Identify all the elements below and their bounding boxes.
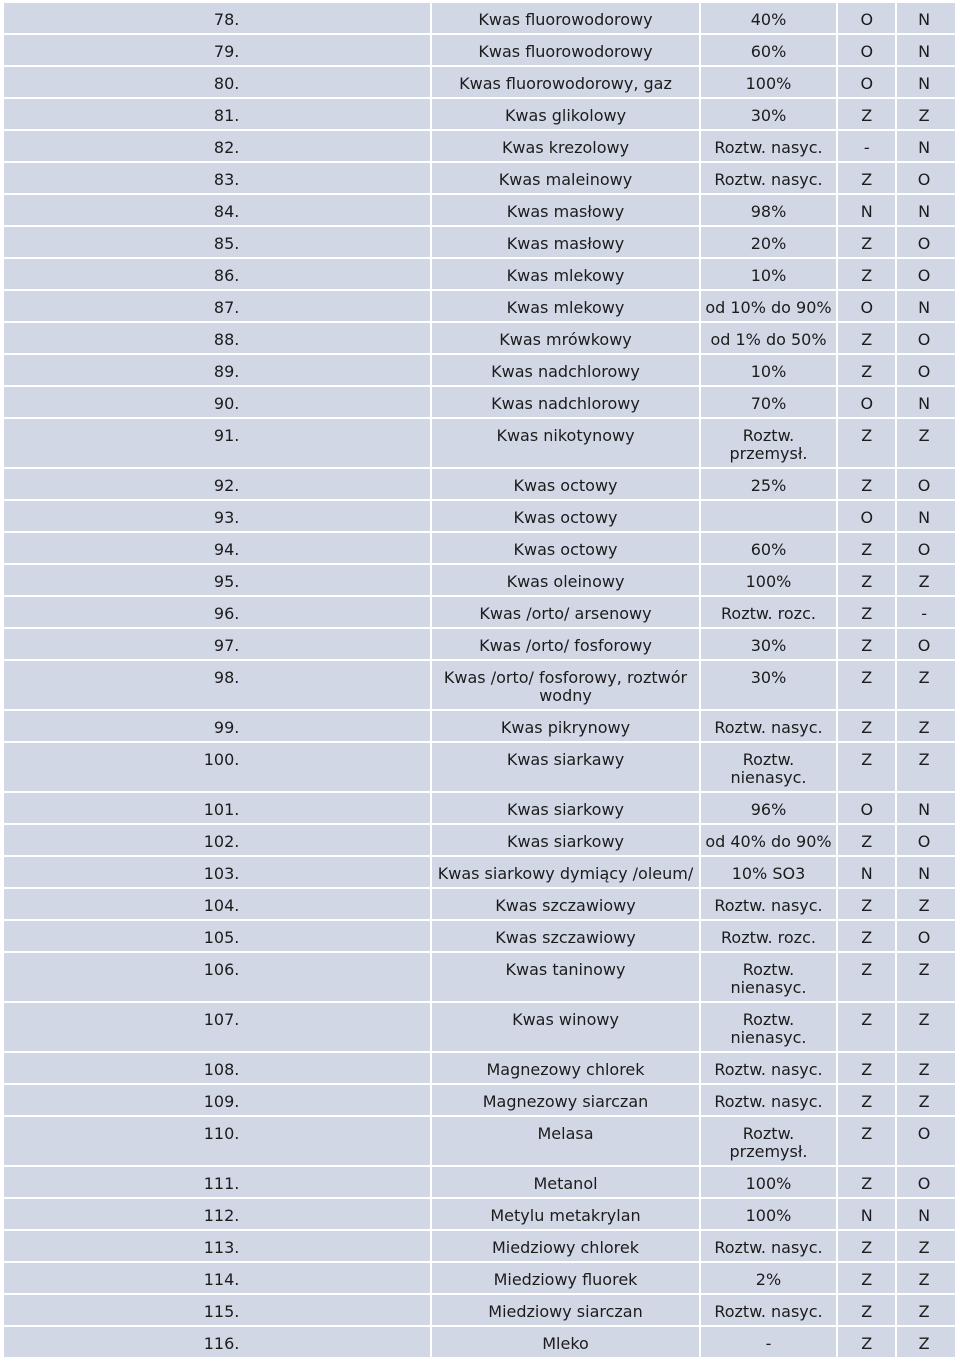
substance-name: Kwas maleinowy <box>432 163 698 193</box>
substance-name: Kwas mrówkowy <box>432 323 698 353</box>
row-number: 78. <box>4 3 430 33</box>
resistance-1: Z <box>838 743 895 791</box>
row-number: 104. <box>4 889 430 919</box>
resistance-2: Z <box>897 1085 955 1115</box>
resistance-2: N <box>897 291 955 321</box>
resistance-2: N <box>897 35 955 65</box>
resistance-1: Z <box>838 469 895 499</box>
resistance-1: Z <box>838 889 895 919</box>
resistance-1: Z <box>838 323 895 353</box>
concentration: 70% <box>701 387 837 417</box>
substance-name: Kwas siarkawy <box>432 743 698 791</box>
concentration: 25% <box>701 469 837 499</box>
substance-name: Miedziowy chlorek <box>432 1231 698 1261</box>
substance-name: Kwas octowy <box>432 533 698 563</box>
resistance-2: O <box>897 227 955 257</box>
row-number: 102. <box>4 825 430 855</box>
row-number: 98. <box>4 661 430 709</box>
substance-name: Kwas nadchlorowy <box>432 387 698 417</box>
concentration: Roztw. nasyc. <box>701 1295 837 1325</box>
resistance-1: Z <box>838 355 895 385</box>
resistance-1: - <box>838 131 895 161</box>
resistance-1: Z <box>838 921 895 951</box>
table-row <box>4 291 955 321</box>
resistance-table <box>4 3 955 1359</box>
resistance-1: O <box>838 67 895 97</box>
substance-name: Kwas siarkowy <box>432 825 698 855</box>
substance-name: Kwas octowy <box>432 501 698 531</box>
substance-name: Kwas masłowy <box>432 195 698 225</box>
resistance-2: N <box>897 195 955 225</box>
substance-name: Kwas pikrynowy <box>432 711 698 741</box>
resistance-1: O <box>838 3 895 33</box>
concentration: 20% <box>701 227 837 257</box>
resistance-2: O <box>897 355 955 385</box>
substance-name: Kwas /orto/ fosforowy <box>432 629 698 659</box>
table-row <box>4 629 955 659</box>
table-row <box>4 921 955 951</box>
resistance-1: Z <box>838 1295 895 1325</box>
resistance-2: N <box>897 67 955 97</box>
substance-name: Kwas nadchlorowy <box>432 355 698 385</box>
resistance-2: O <box>897 629 955 659</box>
row-number: 114. <box>4 1263 430 1293</box>
table-row <box>4 1263 955 1293</box>
row-number: 83. <box>4 163 430 193</box>
row-number: 86. <box>4 259 430 289</box>
concentration: Roztw. nienasyc. <box>701 953 837 1001</box>
resistance-2: O <box>897 825 955 855</box>
resistance-2: O <box>897 1167 955 1197</box>
row-number: 111. <box>4 1167 430 1197</box>
concentration: Roztw. nasyc. <box>701 1053 837 1083</box>
resistance-2: O <box>897 163 955 193</box>
resistance-1: Z <box>838 597 895 627</box>
concentration: od 10% do 90% <box>701 291 837 321</box>
substance-name: Melasa <box>432 1117 698 1165</box>
row-number: 94. <box>4 533 430 563</box>
table-row <box>4 711 955 741</box>
concentration: 10% <box>701 259 837 289</box>
concentration: 10% <box>701 355 837 385</box>
table-row <box>4 1117 955 1165</box>
concentration: Roztw. nienasyc. <box>701 743 837 791</box>
table-row <box>4 1231 955 1261</box>
row-number: 89. <box>4 355 430 385</box>
substance-name: Magnezowy chlorek <box>432 1053 698 1083</box>
substance-name: Kwas fluorowodorowy, gaz <box>432 67 698 97</box>
resistance-2: Z <box>897 1003 955 1051</box>
resistance-1: Z <box>838 565 895 595</box>
table-row <box>4 1327 955 1357</box>
row-number: 113. <box>4 1231 430 1261</box>
concentration: Roztw. nasyc. <box>701 711 837 741</box>
resistance-1: Z <box>838 1117 895 1165</box>
resistance-2: Z <box>897 953 955 1001</box>
resistance-2: Z <box>897 565 955 595</box>
substance-name: Kwas mlekowy <box>432 291 698 321</box>
resistance-2: Z <box>897 1295 955 1325</box>
concentration: 100% <box>701 67 837 97</box>
resistance-1: O <box>838 35 895 65</box>
substance-name: Kwas winowy <box>432 1003 698 1051</box>
table-row <box>4 793 955 823</box>
resistance-2: Z <box>897 1231 955 1261</box>
row-number: 107. <box>4 1003 430 1051</box>
concentration: 100% <box>701 1167 837 1197</box>
resistance-1: Z <box>838 711 895 741</box>
table-row <box>4 533 955 563</box>
concentration: Roztw. nasyc. <box>701 131 837 161</box>
row-number: 109. <box>4 1085 430 1115</box>
row-number: 97. <box>4 629 430 659</box>
table-row <box>4 469 955 499</box>
resistance-1: Z <box>838 825 895 855</box>
table-row <box>4 1167 955 1197</box>
resistance-1: Z <box>838 1167 895 1197</box>
resistance-1: Z <box>838 163 895 193</box>
row-number: 87. <box>4 291 430 321</box>
resistance-1: N <box>838 195 895 225</box>
resistance-2: Z <box>897 99 955 129</box>
concentration: 40% <box>701 3 837 33</box>
resistance-2: O <box>897 323 955 353</box>
resistance-1: Z <box>838 1085 895 1115</box>
row-number: 110. <box>4 1117 430 1165</box>
table-row <box>4 857 955 887</box>
row-number: 108. <box>4 1053 430 1083</box>
concentration: 96% <box>701 793 837 823</box>
substance-name: Kwas octowy <box>432 469 698 499</box>
resistance-1: O <box>838 387 895 417</box>
row-number: 116. <box>4 1327 430 1357</box>
row-number: 96. <box>4 597 430 627</box>
row-number: 95. <box>4 565 430 595</box>
substance-name: Kwas /orto/ arsenowy <box>432 597 698 627</box>
row-number: 103. <box>4 857 430 887</box>
table-row <box>4 227 955 257</box>
table-row <box>4 743 955 791</box>
resistance-1: N <box>838 1199 895 1229</box>
resistance-1: Z <box>838 99 895 129</box>
resistance-1: Z <box>838 227 895 257</box>
resistance-2: N <box>897 3 955 33</box>
resistance-2: Z <box>897 889 955 919</box>
row-number: 92. <box>4 469 430 499</box>
substance-name: Kwas szczawiowy <box>432 889 698 919</box>
row-number: 106. <box>4 953 430 1001</box>
row-number: 93. <box>4 501 430 531</box>
resistance-1: Z <box>838 953 895 1001</box>
resistance-1: Z <box>838 1053 895 1083</box>
table-row <box>4 1085 955 1115</box>
resistance-2: N <box>897 1199 955 1229</box>
row-number: 115. <box>4 1295 430 1325</box>
substance-name: Kwas nikotynowy <box>432 419 698 467</box>
table-row <box>4 387 955 417</box>
substance-name: Kwas fluorowodorowy <box>432 3 698 33</box>
row-number: 88. <box>4 323 430 353</box>
row-number: 84. <box>4 195 430 225</box>
table-row <box>4 131 955 161</box>
substance-name: Mleko <box>432 1327 698 1357</box>
resistance-1: Z <box>838 419 895 467</box>
substance-name: Kwas szczawiowy <box>432 921 698 951</box>
concentration: 30% <box>701 99 837 129</box>
substance-name: Metanol <box>432 1167 698 1197</box>
resistance-2: N <box>897 387 955 417</box>
substance-name: Kwas siarkowy <box>432 793 698 823</box>
resistance-1: Z <box>838 1263 895 1293</box>
concentration: od 1% do 50% <box>701 323 837 353</box>
row-number: 91. <box>4 419 430 467</box>
substance-name: Kwas masłowy <box>432 227 698 257</box>
concentration: 2% <box>701 1263 837 1293</box>
resistance-2: O <box>897 469 955 499</box>
resistance-2: Z <box>897 711 955 741</box>
concentration: 98% <box>701 195 837 225</box>
table-row <box>4 35 955 65</box>
resistance-2: O <box>897 1117 955 1165</box>
row-number: 99. <box>4 711 430 741</box>
resistance-2: Z <box>897 1053 955 1083</box>
row-number: 101. <box>4 793 430 823</box>
resistance-1: Z <box>838 259 895 289</box>
concentration: Roztw. nienasyc. <box>701 1003 837 1051</box>
row-number: 105. <box>4 921 430 951</box>
substance-name: Kwas oleinowy <box>432 565 698 595</box>
table-row <box>4 889 955 919</box>
table-row <box>4 195 955 225</box>
substance-name: Kwas fluorowodorowy <box>432 35 698 65</box>
concentration: Roztw. nasyc. <box>701 1085 837 1115</box>
table-row <box>4 259 955 289</box>
table-row <box>4 163 955 193</box>
resistance-2: O <box>897 533 955 563</box>
substance-name: Kwas siarkowy dymiący /oleum/ <box>432 857 698 887</box>
table-row <box>4 67 955 97</box>
concentration: 100% <box>701 565 837 595</box>
table-row <box>4 1053 955 1083</box>
concentration: 10% SO3 <box>701 857 837 887</box>
row-number: 81. <box>4 99 430 129</box>
substance-name: Miedziowy siarczan <box>432 1295 698 1325</box>
substance-name: Miedziowy fluorek <box>432 1263 698 1293</box>
resistance-2: Z <box>897 1263 955 1293</box>
table-row <box>4 661 955 709</box>
concentration <box>701 501 837 531</box>
substance-name: Kwas mlekowy <box>432 259 698 289</box>
table-row <box>4 501 955 531</box>
table-row <box>4 1199 955 1229</box>
resistance-1: Z <box>838 1003 895 1051</box>
concentration: Roztw. rozc. <box>701 597 837 627</box>
table-row <box>4 1003 955 1051</box>
resistance-1: Z <box>838 629 895 659</box>
concentration: 30% <box>701 629 837 659</box>
table-row <box>4 323 955 353</box>
row-number: 112. <box>4 1199 430 1229</box>
resistance-1: Z <box>838 533 895 563</box>
substance-name: Kwas krezolowy <box>432 131 698 161</box>
table-row <box>4 953 955 1001</box>
resistance-2: N <box>897 501 955 531</box>
table-row <box>4 565 955 595</box>
resistance-2: Z <box>897 661 955 709</box>
row-number: 80. <box>4 67 430 97</box>
table-row <box>4 419 955 467</box>
resistance-2: Z <box>897 743 955 791</box>
row-number: 82. <box>4 131 430 161</box>
concentration: 60% <box>701 533 837 563</box>
resistance-2: Z <box>897 419 955 467</box>
concentration: Roztw. nasyc. <box>701 1231 837 1261</box>
resistance-1: Z <box>838 661 895 709</box>
substance-name: Magnezowy siarczan <box>432 1085 698 1115</box>
resistance-1: O <box>838 501 895 531</box>
table-row <box>4 597 955 627</box>
resistance-1: N <box>838 857 895 887</box>
resistance-2: - <box>897 597 955 627</box>
table-row <box>4 1295 955 1325</box>
concentration: Roztw. przemysł. <box>701 419 837 467</box>
table-row <box>4 355 955 385</box>
table-row <box>4 99 955 129</box>
concentration: 30% <box>701 661 837 709</box>
concentration: Roztw. nasyc. <box>701 163 837 193</box>
table-row <box>4 825 955 855</box>
substance-name: Metylu metakrylan <box>432 1199 698 1229</box>
resistance-2: Z <box>897 1327 955 1357</box>
resistance-2: O <box>897 259 955 289</box>
concentration: - <box>701 1327 837 1357</box>
row-number: 85. <box>4 227 430 257</box>
resistance-1: O <box>838 291 895 321</box>
resistance-2: N <box>897 793 955 823</box>
substance-name: Kwas glikolowy <box>432 99 698 129</box>
concentration: Roztw. nasyc. <box>701 889 837 919</box>
concentration: od 40% do 90% <box>701 825 837 855</box>
row-number: 79. <box>4 35 430 65</box>
substance-name: Kwas /orto/ fosforowy, roztwór wodny <box>432 661 698 709</box>
row-number: 100. <box>4 743 430 791</box>
substance-name: Kwas taninowy <box>432 953 698 1001</box>
resistance-2: N <box>897 857 955 887</box>
resistance-2: O <box>897 921 955 951</box>
concentration: 100% <box>701 1199 837 1229</box>
resistance-1: Z <box>838 1231 895 1261</box>
concentration: Roztw. przemysł. <box>701 1117 837 1165</box>
concentration: 60% <box>701 35 837 65</box>
resistance-2: N <box>897 131 955 161</box>
concentration: Roztw. rozc. <box>701 921 837 951</box>
resistance-1: O <box>838 793 895 823</box>
resistance-1: Z <box>838 1327 895 1357</box>
row-number: 90. <box>4 387 430 417</box>
table-row <box>4 3 955 33</box>
